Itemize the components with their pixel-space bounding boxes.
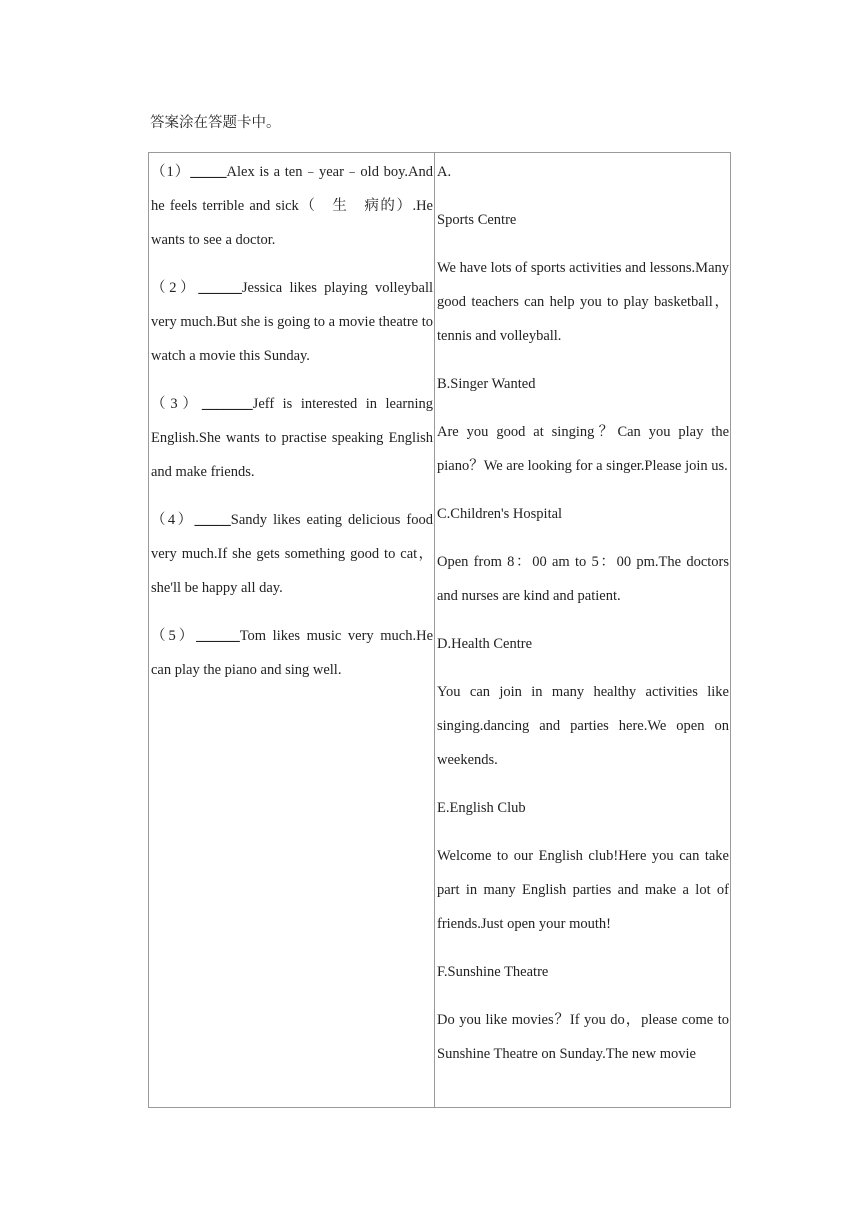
answer-blank[interactable]: _____ <box>190 164 227 180</box>
option-e-title: E.English Club <box>437 800 526 816</box>
question-2 <box>151 271 433 373</box>
option-c-title: C.Children's Hospital <box>437 506 563 522</box>
option-d-title: D.Health Centre <box>437 636 533 652</box>
answer-blank[interactable]: _____ <box>194 512 231 528</box>
question-text: Jessica likes playing volleyball very much.But she is going to a movie theatre to watch a movie this Sunday. <box>151 280 433 364</box>
answer-blank[interactable]: ______ <box>196 628 240 644</box>
option-b-title: B.Singer Wanted <box>437 376 536 392</box>
answer-blank[interactable]: _______ <box>201 396 253 412</box>
question-text: Jeff is interested in learning English.She wants to practise speaking English and make friends. <box>151 396 434 480</box>
instruction-text: 答案涂在答题卡中。 <box>150 115 281 131</box>
matching-table <box>148 152 731 1108</box>
question-4 <box>151 503 433 605</box>
question-1 <box>151 155 433 257</box>
question-number: （4） <box>151 512 195 528</box>
question-text: Alex is a ten﹣year﹣old boy.And he feels terrible and sick（ 生 病的）.He wants to see a doctor. <box>151 164 433 248</box>
question-number: （3） <box>151 396 202 412</box>
answer-blank[interactable]: ______ <box>198 280 242 296</box>
option-e-body: Welcome to our English club!Here you can take part in many English parties and make a lot of friends.Just open your mouth! <box>437 848 729 932</box>
question-5 <box>151 619 433 687</box>
option-d-body: You can join in many healthy activities like singing.dancing and parties here.We open on weekends. <box>437 684 729 768</box>
question-text: Sandy likes eating delicious food very much.If she gets something good to cat，she'll be happy all day. <box>151 512 434 596</box>
option-f-title: F.Sunshine Theatre <box>437 964 549 980</box>
question-number: （2） <box>151 280 199 296</box>
option-a-body: We have lots of sports activities and lessons.Many good teachers can help you to play basketball，tennis and volleyball. <box>437 260 730 344</box>
question-3 <box>151 387 433 489</box>
option-a-title: A. <box>437 164 452 180</box>
options-column <box>435 153 731 1108</box>
table-row <box>149 153 731 1108</box>
option-a-subtitle: Sports Centre <box>437 212 517 228</box>
option-f-body: Do you like movies？If you do，please come to Sunshine Theatre on Sunday.The new movie <box>437 1012 729 1062</box>
question-number: （1） <box>151 164 191 180</box>
question-text: Tom likes music very much.He can play the piano and sing well. <box>151 628 434 678</box>
question-number: （5） <box>151 628 197 644</box>
questions-column <box>149 153 435 1108</box>
option-b-body: Are you good at singing？Can you play the piano？We are looking for a singer.Please join us. <box>437 424 729 474</box>
option-c-body: Open from 8：00 am to 5：00 pm.The doctors and nurses are kind and patient. <box>437 554 729 604</box>
